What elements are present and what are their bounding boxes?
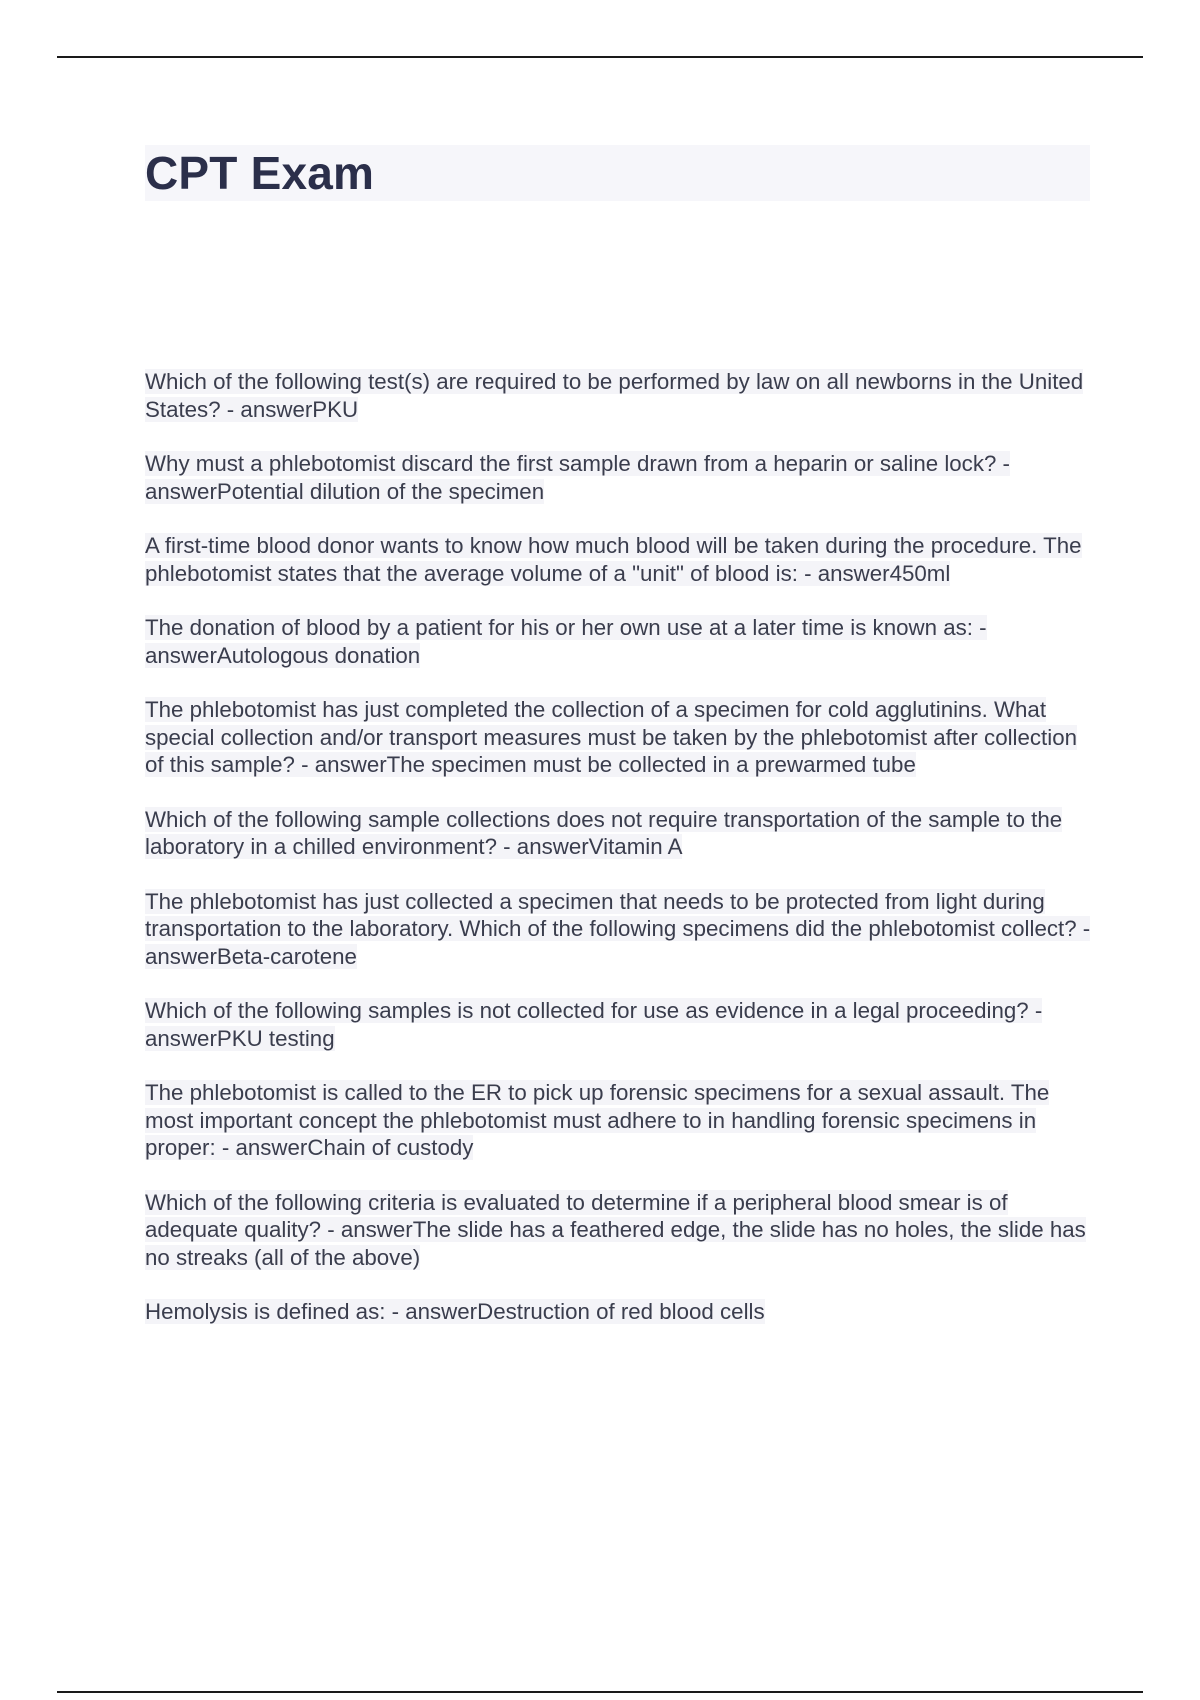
qa-text: Which of the following sample collections does not require transportation of the sample to the laboratory in a chilled environment? - answerVitamin A (145, 806, 1063, 859)
qa-item-8 (145, 997, 1095, 1052)
page-top-rule (57, 56, 1143, 58)
qa-text: The phlebotomist has just completed the collection of a specimen for cold agglutinins. What special collection and/or transport measures must be taken by the phlebotomist after collection of this sample? - answerThe specimen must be collected in a prewarmed tube (145, 697, 1078, 777)
qa-text: Hemolysis is defined as: - answerDestruction of red blood cells (145, 1299, 765, 1324)
qa-item-5 (145, 696, 1095, 779)
qa-text: The phlebotomist has just collected a specimen that needs to be protected from light during transportation to the laboratory. Which of the following specimens did the phlebotomist collect? - answerBeta-carotene (145, 888, 1091, 969)
qa-text: A first-time blood donor wants to know how much blood will be taken during the procedure. The phlebotomist states that the average volume of a "unit" of blood is: - answer450ml (145, 533, 1082, 586)
qa-item-6 (145, 806, 1095, 861)
qa-item-4 (145, 614, 1095, 669)
page-title: CPT Exam (145, 147, 375, 199)
qa-text: Which of the following samples is not collected for use as evidence in a legal proceeding? - answerPKU testing (145, 998, 1043, 1051)
qa-text: Which of the following criteria is evaluated to determine if a peripheral blood smear is of adequate quality? - answerThe slide has a feathered edge, the slide has no holes, the slide has no streaks (all of the above) (145, 1189, 1086, 1270)
qa-item-10 (145, 1189, 1095, 1272)
qa-item-7 (145, 888, 1095, 971)
page-bottom-rule (57, 1691, 1143, 1693)
qa-text: Which of the following test(s) are required to be performed by law on all newborns in the United States? - answerPKU (145, 369, 1084, 422)
qa-item-11 (145, 1298, 1095, 1326)
qa-list (145, 368, 1095, 1353)
qa-item-2 (145, 450, 1095, 505)
qa-text: The phlebotomist is called to the ER to pick up forensic specimens for a sexual assault. The most important concept the phlebotomist must adhere to in handling forensic specimens in proper: - answerChain of custody (145, 1080, 1050, 1160)
qa-item-1 (145, 368, 1095, 423)
qa-item-9 (145, 1079, 1095, 1162)
qa-text: The donation of blood by a patient for his or her own use at a later time is known as: - answerAutologous donation (145, 615, 987, 668)
qa-item-3 (145, 532, 1095, 587)
qa-text: Why must a phlebotomist discard the first sample drawn from a heparin or saline lock? - answerPotential dilution of the specimen (145, 451, 1010, 504)
